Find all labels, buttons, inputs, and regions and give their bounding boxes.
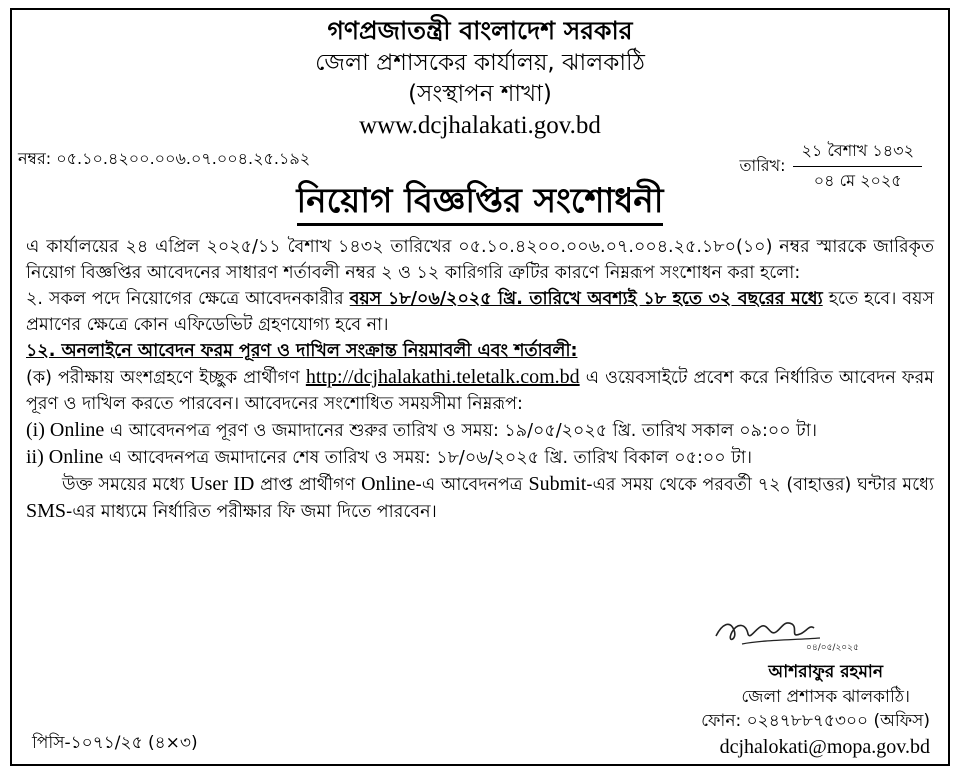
section-name: (সংস্থাপন শাখা) xyxy=(408,81,552,107)
office-email[interactable]: dcjhalokati@mopa.gov.bd xyxy=(719,736,930,758)
signer-designation: জেলা প্রশাসক ঝালকাঠি। xyxy=(741,687,910,707)
point-ka xyxy=(26,364,934,417)
notice-body xyxy=(26,234,934,525)
fee-note-online: Online xyxy=(361,473,416,495)
fee-note-sms: SMS xyxy=(26,500,67,522)
point-2 xyxy=(26,286,934,338)
date-bangla: ২১ বৈশাখ ১৪৩২ xyxy=(793,138,922,167)
office-phone: ফোন: ০২৪৭৮৮৭৫৩০০ (অফিস) xyxy=(701,711,930,731)
point-ii-label: ii) Online xyxy=(26,446,104,468)
point-ka-post: এ ওয়েবসাইটে প্রবেশ করে নির্ধারিত আবেদন ফরম পূরণ ও দাখিল করতে পারবেন। আবেদনের সংশোধিত সময়সীমা নিম্নরূপ: xyxy=(26,368,934,414)
signature-icon xyxy=(712,610,859,654)
office-name: জেলা প্রশাসকের কার্যালয়, ঝালকাঠি xyxy=(315,50,645,76)
point-12-heading: ১২. অনলাইনে আবেদন ফরম পূরণ ও দাখিল সংক্রান্ত নিয়মাবলী এবং শর্তাবলী: xyxy=(26,341,578,361)
government-title: গণপ্রজাতন্ত্রী বাংলাদেশ সরকার xyxy=(327,16,633,45)
fee-note-a: উক্ত সময়ের মধ্যে xyxy=(62,475,191,495)
fee-note-d: -এর সময় থেকে পরবর্তী ৭২ (বাহাত্তর) ঘন্টার মধ্যে xyxy=(586,475,934,495)
fee-note-e: -এর মাধ্যমে নির্ধারিত পরীক্ষার ফি জমা দিতে পারবেন। xyxy=(66,502,437,522)
signer-name: আশরাফুর রহমান xyxy=(768,662,884,682)
fee-note xyxy=(26,471,934,525)
teletalk-url-link[interactable]: http://dcjhalakathi.teletalk.com.bd xyxy=(305,366,580,388)
pc-number: পিসি-১০৭১/২৫ (৪×৩) xyxy=(32,733,198,753)
fee-note-b: প্রাপ্ত প্রার্থীগণ xyxy=(254,475,362,495)
point-ii xyxy=(26,444,934,471)
notice-title-text: নিয়োগ বিজ্ঞপ্তির সংশোধনী xyxy=(297,181,664,226)
notice-title xyxy=(0,178,960,224)
point-2-post: হতে হবে। বয়স প্রমাণের ক্ষেত্রে কোন এফিডেভিট গ্রহণযোগ্য হবে না। xyxy=(26,289,935,335)
signer-block xyxy=(741,660,910,710)
fee-note-submit: Submit xyxy=(528,473,587,495)
point-ka-pre: (ক) পরীক্ষায় অংশগ্রহণে ইচ্ছুক প্রার্থীগণ xyxy=(26,368,306,388)
website-address: www.dcjhalakati.gov.bd xyxy=(359,112,601,139)
memo-number: নম্বর: ০৫.১০.৪২০০.০০৬.০৭.০০৪.২৫.১৯২ xyxy=(18,149,311,168)
letterhead xyxy=(0,14,960,142)
contact-block xyxy=(701,708,930,760)
date-label: তারিখ: xyxy=(739,156,786,175)
point-ii-text: এ আবেদনপত্র জমাদানের শেষ তারিখ ও সময়: ১৮/০৬/২০২৫ খ্রি. তারিখ বিকাল ০৫:০০ টা। xyxy=(103,448,753,468)
intro-paragraph: এ কার্যালয়ের ২৪ এপ্রিল ২০২৫/১১ বৈশাখ ১৪৩২ তারিখের ০৫.১০.৪২০০.০০৬.০৭.০০৪.২৫.১৮০(১০) নম্বর স্মারকে জারিকৃত নিয়োগ বিজ্ঞপ্তির আবেদনের সাধারণ শর্তাবলী নম্বর ২ ও ১২ কারিগরি ত্রুটির কারণে নিম্নরূপ সংশোধন করা হলো: xyxy=(26,237,934,283)
fee-note-c: -এ আবেদনপত্র xyxy=(415,475,529,495)
point-i-text: এ আবেদনপত্র পূরণ ও জমাদানের শুরুর তারিখ ও সময়: ১৯/০৫/২০২৫ খ্রি. তারিখ সকাল ০৯:০০ টা। xyxy=(104,421,818,441)
point-i-label: (i) Online xyxy=(26,419,105,441)
point-i xyxy=(26,417,934,444)
date-english: ০৪ মে ২০২৫ xyxy=(813,171,902,190)
signature-date-note: ০৪/০৫/২০২৫ xyxy=(806,643,859,653)
point-2-pre: ২. সকল পদে নিয়োগের ক্ষেত্রে আবেদনকারীর xyxy=(26,289,350,309)
point-2-age-requirement: বয়স ১৮/০৬/২০২৫ খ্রি. তারিখে অবশ্যই ১৮ হতে ৩২ বছরের মধ্যে xyxy=(349,289,823,309)
fee-note-userid: User ID xyxy=(190,473,255,495)
